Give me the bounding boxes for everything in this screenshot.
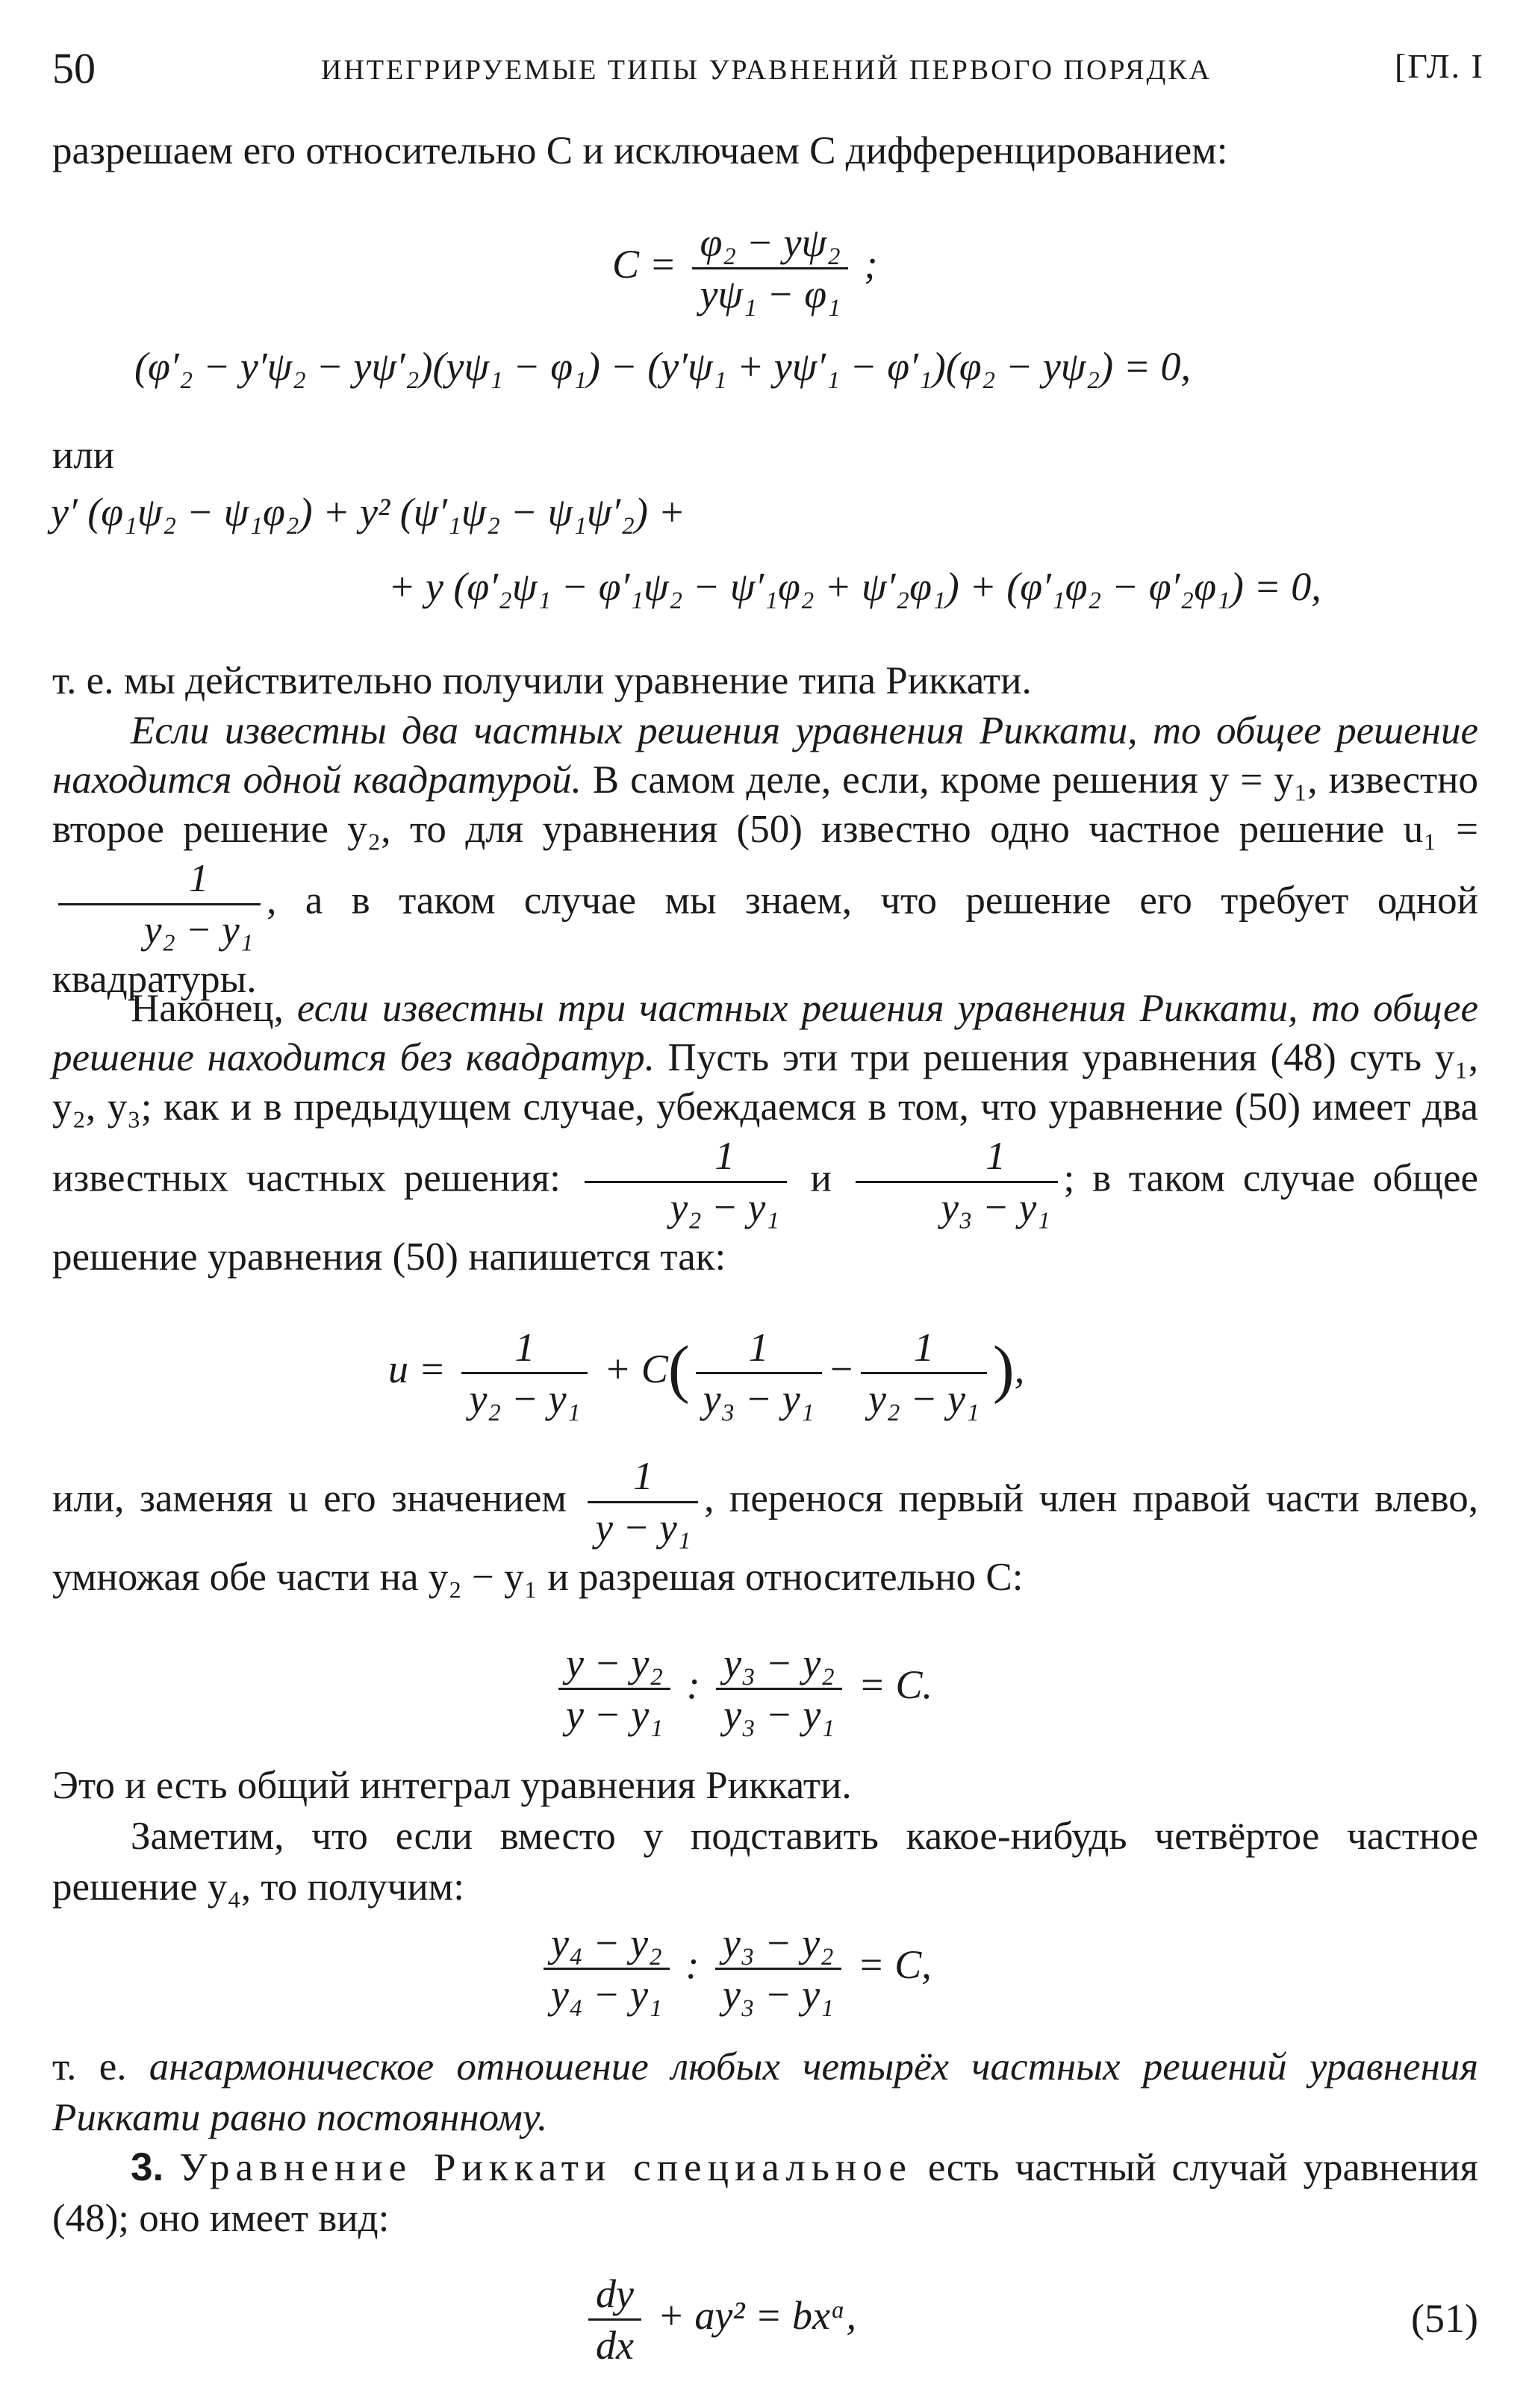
equation-u-minus: − (827, 1346, 855, 1391)
paragraph-5-text-a: или, заменяя u его значением (52, 1476, 567, 1520)
equation-ratio-2-b-den: y₃ − y₁ (722, 1972, 834, 2017)
equation-ratio-1-b (716, 1638, 842, 1739)
section-number: 3. (131, 2145, 164, 2189)
paragraph-4-fraction-2 (856, 1132, 1058, 1232)
equation-u-fraction-1 (461, 1323, 588, 1423)
paragraph-3-frac-num: 1 (58, 854, 261, 905)
paragraph-3-italic: Если известны два частных решения уравнения Риккати, то общее решение находится одной квадратурой. (52, 709, 1478, 802)
equation-u-f3-den: y₂ − y₁ (868, 1376, 980, 1421)
equation-ratio-2-a-num: y₄ − y₂ (544, 1918, 670, 1970)
paragraph-8 (52, 2042, 1478, 2143)
equation-ratio-1-b-den: y₃ − y₁ (723, 1692, 835, 1737)
equation-ratio-2-colon: : (685, 1941, 700, 1987)
paragraph-4-lead: Наконец, (131, 987, 297, 1030)
equation-u-f2-num: 1 (696, 1323, 822, 1374)
equation-u-f1-den: y₂ − y₁ (469, 1376, 581, 1421)
equation-u-fraction-2 (696, 1323, 822, 1423)
paragraph-4-and: и (810, 1156, 832, 1200)
equation-u (388, 1323, 1024, 1423)
equation-ratio-1-a-den: y − y₁ (566, 1692, 664, 1737)
paragraph-6: Это и есть общий интеграл уравнения Риккати. (52, 1764, 852, 1807)
equation-51-num: dy (588, 2269, 641, 2321)
paragraph-4-fraction-1 (585, 1132, 787, 1232)
equation-ratio-2 (538, 1918, 932, 2019)
paragraph-4-f1-num: 1 (585, 1132, 787, 1183)
equation-ratio-2-rhs: = C, (857, 1941, 932, 1987)
equation-C-tail: ; (864, 241, 878, 287)
equation-ratio-2-b (715, 1918, 841, 2019)
equation-u-tail: , (1014, 1346, 1025, 1391)
equation-ratio-2-a (544, 1918, 670, 2019)
paragraph-4-f2-num: 1 (856, 1132, 1058, 1183)
equation-51-fraction (588, 2269, 641, 2370)
equation-51-rest: + ay² = bxᵅ, (657, 2292, 856, 2338)
section-title: Уравнение Риккати специальное (179, 2146, 912, 2189)
equation-C-lhs: C = (612, 241, 676, 287)
equation-riccati-line-2: + y (φ′₂ψ₁ − φ′₁ψ₂ − ψ′₁φ₂ + ψ′₂φ₁) + (φ′₁φ₂ − φ′₂φ₁) = 0, (388, 564, 1321, 609)
equation-C (612, 218, 877, 319)
paragraph-8-italic: ангармоническое отношение любых четырёх частных решений уравнения Риккати равно постоянному. (52, 2045, 1478, 2139)
equation-u-fraction-3 (861, 1323, 987, 1423)
page-header (52, 43, 1484, 96)
paragraph-4-text-b: ; в таком случае общее решение уравнения (50) напишется так: (52, 1156, 1479, 1279)
equation-ratio-1-colon: : (686, 1662, 700, 1707)
paragraph-4-italic: если известны три частных решения уравнения Риккати, то общее решение находится без квадратур. (52, 987, 1478, 1079)
paragraph-9 (52, 2142, 1478, 2244)
paragraph-5-fraction (588, 1452, 698, 1553)
paragraph-1: разрешаем его относительно C и исключаем C дифференцированием: (52, 129, 1228, 172)
chapter-mark: [ГЛ. I (1395, 47, 1484, 85)
paragraph-3-text-a: В самом деле, если, кроме решения y = y₁, известно второе решение y₂, то для уравнения (50) известно одно частное решение u₁ = (52, 758, 1478, 851)
equation-C-numerator: φ₂ − yψ₂ (692, 218, 847, 269)
equation-ratio-1-a (558, 1638, 670, 1739)
equation-ratio-1-rhs: = C. (858, 1662, 933, 1707)
equation-ratio-1-b-num: y₃ − y₂ (716, 1638, 842, 1690)
paragraph-5-text-b: , перенося первый член правой части влево, умножая обе части на y₂ − y₁ и разрешая относительно C: (52, 1476, 1478, 1599)
paragraph-3-text-b: , а в таком случае мы знаем, что решение его требует одной квадратуры. (52, 879, 1478, 1001)
paragraph-3-frac-den: y₂ − y₁ (144, 908, 254, 952)
equation-u-lhs: u = (388, 1346, 446, 1391)
equation-u-f1-num: 1 (461, 1323, 588, 1374)
equation-u-close-paren: ) (992, 1332, 1015, 1405)
equation-51-den: dx (596, 2323, 634, 2368)
equation-C-denominator: yψ₁ − φ₁ (700, 272, 841, 316)
paragraph-3-fraction (58, 854, 261, 955)
paragraph-4-f2-den: y₃ − y₁ (941, 1186, 1050, 1229)
equation-u-f3-num: 1 (861, 1323, 987, 1374)
equation-ratio-1-a-num: y − y₂ (558, 1638, 670, 1690)
equation-ratio-1 (552, 1638, 932, 1739)
word-ili-1: или (52, 434, 115, 477)
paragraph-5-frac-num: 1 (588, 1452, 698, 1503)
paragraph-4-text-a: Пусть эти три решения уравнения (48) суть y₁, y₂, y₃; как и в предыдущем случае, убеждаемся в том, что уравнение (50) имеет два известных частных решения: (52, 1036, 1479, 1200)
equation-C-fraction (692, 218, 847, 319)
equation-51 (582, 2269, 856, 2370)
equation-riccati-line-1: y′ (φ₁ψ₂ − ψ₁φ₂) + y² (ψ′₁ψ₂ − ψ₁ψ′₂) + (51, 490, 685, 534)
paragraph-4 (52, 984, 1478, 1282)
equation-u-f2-den: y₃ − y₁ (703, 1376, 815, 1421)
paragraph-7: Заметим, что если вместо y подставить какое-нибудь четвёртое частное решение y₄, то получим: (52, 1815, 1478, 1909)
paragraph-3 (52, 706, 1478, 1004)
equation-u-open-paren: ( (667, 1332, 690, 1405)
running-title: ИНТЕГРИРУЕМЫЕ ТИПЫ УРАВНЕНИЙ ПЕРВОГО ПОРЯДКА (321, 54, 1212, 86)
equation-51-number: (51) (1411, 2296, 1478, 2341)
paragraph-5 (52, 1452, 1478, 1602)
paragraph-8-lead: т. е. (52, 2045, 149, 2089)
equation-ratio-2-a-den: y₄ − y₁ (551, 1972, 662, 2017)
equation-differentiated: (φ′₂ − y′ψ₂ − yψ′₂)(yψ₁ − φ₁) − (y′ψ₁ + yψ′₁ − φ′₁)(φ₂ − yψ₂) = 0, (134, 344, 1192, 389)
paragraph-4-f1-den: y₂ − y₁ (670, 1186, 779, 1229)
equation-u-mid: + C (603, 1346, 668, 1391)
page-number: 50 (52, 44, 96, 93)
paragraph-9-text: есть частный случай уравнения (48); оно имеет вид: (52, 2146, 1478, 2240)
paragraph-5-frac-den: y − y₁ (595, 1506, 691, 1550)
paragraph-2: т. е. мы действительно получили уравнение типа Риккати. (52, 659, 1032, 702)
equation-ratio-2-b-num: y₃ − y₂ (715, 1918, 841, 1970)
